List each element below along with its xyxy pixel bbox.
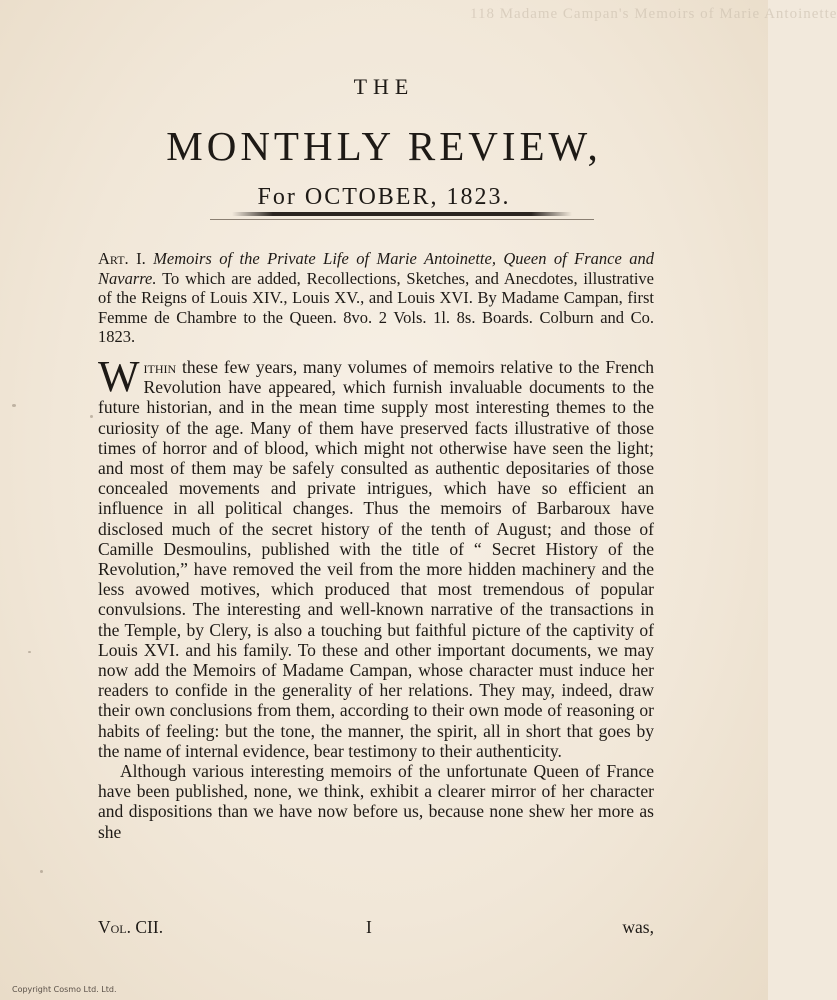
first-word-rest: ithin bbox=[143, 357, 177, 377]
article-label: Art. I. bbox=[98, 249, 146, 268]
paragraph-1 bbox=[98, 352, 654, 761]
masthead-the: THE bbox=[353, 74, 415, 99]
paragraph-2: Although various interesting memoirs of the unfortunate Queen of France have been published, none, we think, exhibit a clearer mirror of her character and dispositions than we have now before us, because none shew her more as she bbox=[98, 761, 654, 842]
paper-speck bbox=[90, 415, 93, 418]
article-body bbox=[98, 352, 654, 842]
article-details: To which are added, Recollections, Sketches, and Anecdotes, illustrative of the Reigns of Louis XIV., Louis XV., and Louis XVI. By Madame Campan, first Femme de Chambre to the Queen. 8vo. 2 Vols. 1l. 8s. Boards. Colburn and Co. 1823. bbox=[98, 268, 655, 346]
ornamental-rule bbox=[232, 212, 572, 216]
article-title: Memoirs of the Private Life of Marie Antoinette, Queen of France and Navarre. bbox=[98, 249, 655, 288]
ornamental-rule-thin bbox=[210, 219, 594, 220]
catchword: was, bbox=[622, 917, 654, 937]
paper-speck bbox=[28, 651, 31, 653]
journal-title: MONTHLY REVIEW, bbox=[166, 123, 602, 169]
volume-number: Vol. CII. bbox=[98, 917, 164, 937]
signature-mark: I bbox=[366, 917, 372, 937]
paper-speck bbox=[12, 404, 16, 407]
issue-date: For OCTOBER, 1823. bbox=[257, 184, 511, 210]
page-footer bbox=[98, 917, 654, 939]
masthead bbox=[0, 74, 768, 211]
paragraph-1-text: these few years, many volumes of memoirs relative to the French Revolution have appeared, which furnish invaluable documents to the future historian, and in the mean time supply most interesting themes to the curiosity of the age. Many of them have preserved facts illustrative of those times of horror and of blood, which might not otherwise have seen the light; and most of them may be safely consulted as authentic depositaries of those concealed movements and private intrigues, which have so efficient an influence in all political changes. Thus the memoirs of Barbaroux have disclosed much of the secret history of the tenth of August; and those of Camille Desmoulins, published with the title of “ Secret History of the Revolution,” have removed the veil from the more hidden machinery and the less avowed motives, which produced that most tremendous of popular convulsions. The interesting and well-known narrative of the transactions in the Temple, by Clery, is also a touching but faithful picture of the captivity of Louis XVI. and his family. To these and other important documents, we may now add the Memoirs of Madame Campan, whose character must induce her readers to confide in the generality of her relations. They may, indeed, draw their own conclusions from them, according to their own mode of reasoning or habits of feeling: but the tone, the manner, the spirit, all in short that goes by the name of internal evidence, bear testimony to their authenticity. bbox=[98, 357, 654, 761]
bleed-through-text: 118 Madame Campan's Memoirs of Marie Antoinette bbox=[470, 6, 837, 22]
article-heading bbox=[98, 249, 654, 347]
drop-cap: W bbox=[98, 352, 140, 401]
copyright-watermark: Copyright Cosmo Ltd. Ltd. bbox=[12, 985, 117, 994]
paper-speck bbox=[40, 870, 43, 873]
